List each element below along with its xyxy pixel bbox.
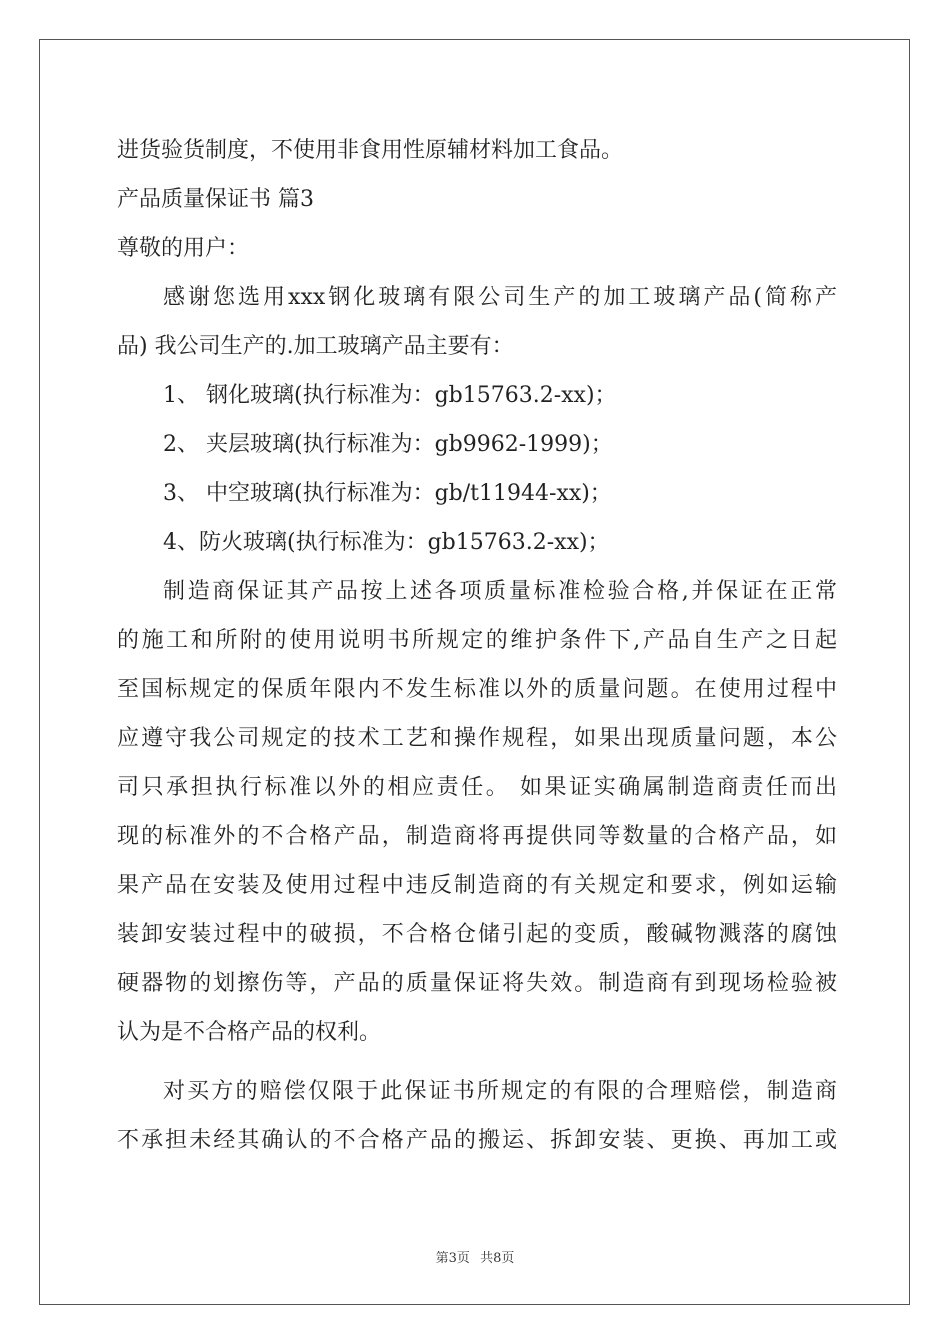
paragraph-line: 不承担未经其确认的不合格产品的搬运、拆卸安装、更换、再加工或 [117, 1128, 837, 1153]
paragraph-line: 认为是不合格产品的权利。 [117, 1020, 382, 1045]
paragraph-warranty [117, 567, 837, 1057]
paragraph-line: 现的标准外的不合格产品，制造商将再提供同等数量的合格产品，如 [117, 824, 837, 849]
paragraph-line: 品) 我公司生产的.加工玻璃产品主要有： [117, 334, 514, 359]
paragraph-line: 对买方的赔偿仅限于此保证书所规定的有限的合理赔偿，制造商 [163, 1079, 837, 1104]
paragraph-compensation [117, 1067, 837, 1165]
page-number: 第3页 [435, 1251, 470, 1266]
paragraph-line: 的施工和所附的使用说明书所规定的维护条件下,产品自生产之日起 [117, 628, 837, 653]
salutation: 尊敬的用户： [117, 236, 250, 261]
list-item: 4、防火玻璃(执行标准为：gb15763.2-xx)； [163, 530, 610, 555]
paragraph-line: 至国标规定的保质年限内不发生标准以外的质量问题。在使用过程中 [117, 677, 837, 702]
paragraph-line: 司只承担执行标准以外的相应责任。 如果证实确属制造商责任而出 [117, 775, 837, 800]
paragraph-intro [117, 273, 837, 371]
page-footer [0, 1247, 950, 1266]
paragraph-line: 果产品在安装及使用过程中违反制造商的有关规定和要求，例如运输 [117, 873, 837, 898]
paragraph-line: 应遵守我公司规定的技术工艺和操作规程，如果出现质量问题，本公 [117, 726, 837, 751]
list-item: 1、 钢化玻璃(执行标准为：gb15763.2-xx)； [163, 383, 617, 408]
section-heading: 产品质量保证书 篇3 [117, 187, 314, 212]
paragraph-line: 装卸安装过程中的破损，不合格仓储引起的变质，酸碱物溅落的腐蚀 [117, 922, 837, 947]
product-list [117, 371, 837, 567]
paragraph-line: 感谢您选用xxx钢化玻璃有限公司生产的加工玻璃产品(简称产 [163, 285, 837, 310]
paragraph-gap [117, 1057, 837, 1067]
paragraph-line: 制造商保证其产品按上述各项质量标准检验合格,并保证在正常 [163, 579, 837, 604]
document-body [117, 126, 837, 1165]
list-item: 2、 夹层玻璃(执行标准为：gb9962-1999)； [163, 432, 613, 457]
paragraph-line: 硬器物的划擦伤等，产品的质量保证将失效。制造商有到现场检验被 [117, 971, 837, 996]
list-item: 3、 中空玻璃(执行标准为：gb/t11944-xx)； [163, 481, 612, 506]
page-total: 共8页 [480, 1251, 515, 1266]
intro-line: 进货验货制度，不使用非食用性原辅材料加工食品。 [117, 138, 624, 163]
